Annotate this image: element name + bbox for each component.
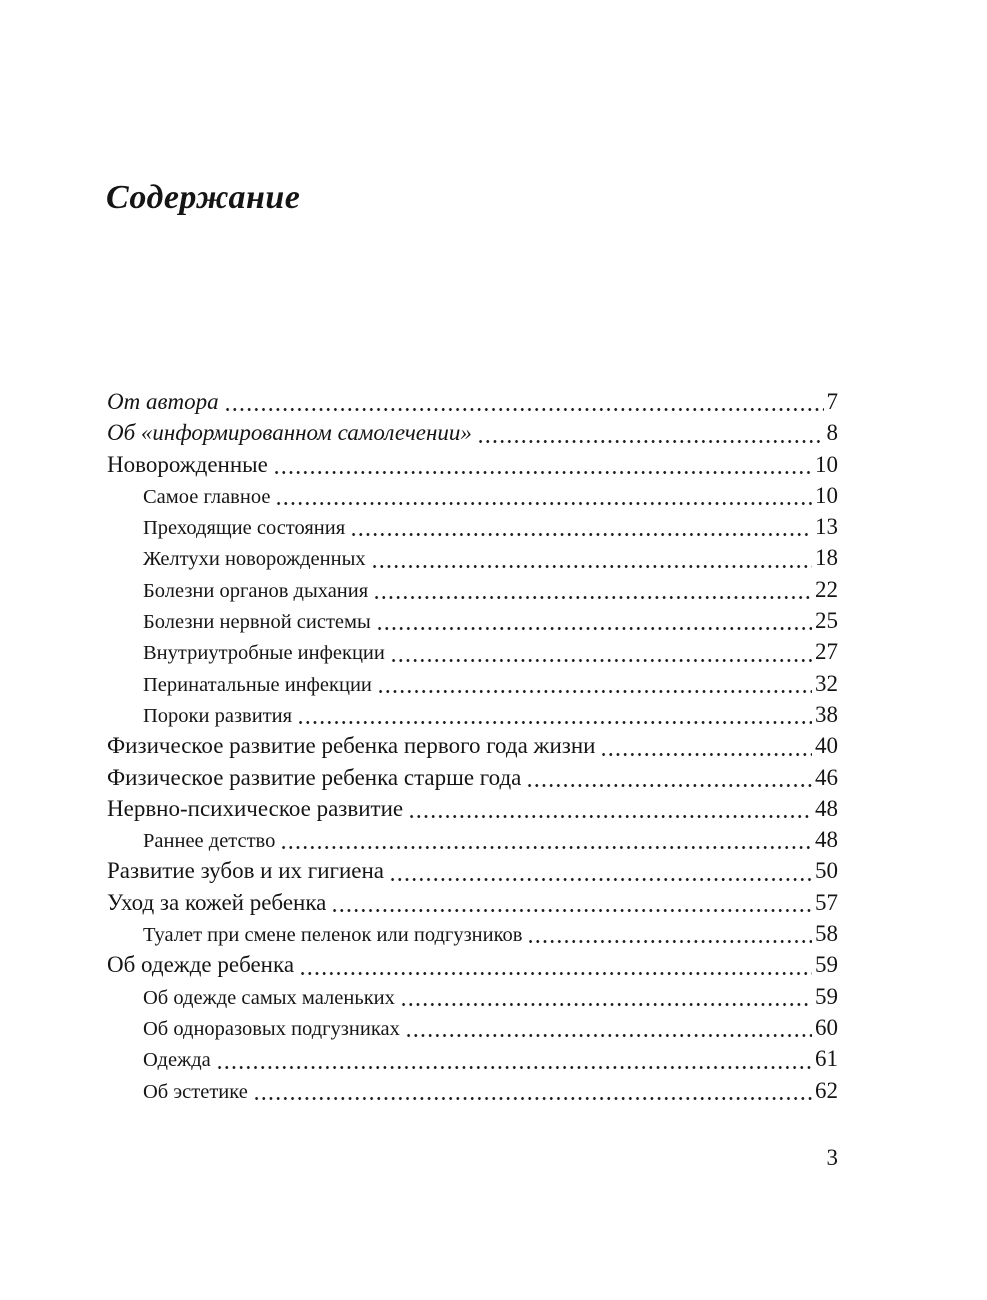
toc-entry: [107, 542, 838, 573]
dot-leader: [216, 1066, 812, 1069]
toc-entry-label: Физическое развитие ребенка первого года жизни: [107, 733, 596, 759]
toc-entry: [107, 605, 838, 636]
toc-entry-page: 62: [815, 1077, 838, 1103]
toc-entry-label: Об одежде ребенка: [107, 952, 295, 978]
toc-entry: [107, 730, 838, 761]
toc-entry: [107, 918, 838, 949]
toc-entry: [107, 855, 838, 886]
toc-entry-page: 22: [815, 576, 838, 602]
dot-leader: [526, 784, 812, 787]
toc-entry: [107, 762, 838, 793]
toc-entry-page: 58: [815, 921, 838, 947]
toc-entry-label: Новорожденные: [107, 451, 268, 477]
toc-entry: [107, 887, 838, 918]
dot-leader: [331, 909, 812, 912]
toc-entry-page: 25: [815, 608, 838, 634]
toc-entry-page: 13: [815, 514, 838, 540]
toc-entry: [107, 449, 838, 480]
dot-leader: [297, 721, 812, 724]
toc-entry: [107, 1043, 838, 1074]
dot-leader: [390, 659, 812, 662]
dot-leader: [280, 846, 812, 849]
toc-entry-label: Уход за кожей ребенка: [107, 889, 327, 915]
toc-entry-label: Преходящие состояния: [143, 517, 346, 540]
toc-entry-page: 7: [826, 389, 838, 414]
toc-entry-label: Нервно-психическое развитие: [107, 795, 404, 821]
toc-entry-label: Развитие зубов и их гигиена: [107, 858, 385, 884]
toc-entry-label: Одежда: [143, 1049, 211, 1072]
dot-leader: [389, 878, 812, 881]
dot-leader: [373, 596, 812, 599]
toc-entry-label: Пороки развития: [143, 704, 293, 727]
toc-entry-page: 10: [815, 482, 838, 508]
toc-entry-page: 50: [815, 858, 838, 884]
toc-entry-page: 57: [815, 889, 838, 915]
toc-entry-page: 48: [815, 827, 838, 853]
table-of-contents: [107, 386, 838, 1106]
dot-leader: [376, 627, 812, 630]
toc-entry: [107, 981, 838, 1012]
toc-entry-page: 27: [815, 639, 838, 665]
toc-entry-label: Перинатальные инфекции: [143, 673, 372, 696]
dot-leader: [600, 753, 812, 756]
toc-entry-page: 32: [815, 670, 838, 696]
toc-entry-page: 59: [815, 952, 838, 978]
toc-entry: [107, 668, 838, 699]
toc-entry: [107, 949, 838, 980]
dot-leader: [371, 565, 812, 568]
toc-entry-label: Физическое развитие ребенка старше года: [107, 764, 522, 790]
toc-entry: [107, 793, 838, 824]
toc-entry: [107, 386, 838, 417]
dot-leader: [400, 1003, 812, 1006]
dot-leader: [350, 533, 812, 536]
toc-entry-label: От автора: [107, 389, 219, 414]
toc-entry-page: 38: [815, 701, 838, 727]
dot-leader: [527, 940, 812, 943]
toc-entry-page: 59: [815, 983, 838, 1009]
toc-entry-page: 46: [815, 764, 838, 790]
toc-entry-page: 18: [815, 545, 838, 571]
page-title: Содержание: [106, 178, 301, 216]
dot-leader: [299, 972, 812, 975]
dot-leader: [377, 690, 812, 693]
page-number: 3: [826, 1145, 838, 1170]
dot-leader: [275, 502, 812, 505]
toc-entry: [107, 574, 838, 605]
toc-entry-label: Об «информированном самолечении»: [107, 420, 472, 446]
toc-entry: [107, 699, 838, 730]
toc-entry-label: Болезни нервной системы: [143, 611, 371, 634]
toc-entry: [107, 824, 838, 855]
toc-entry-page: 40: [815, 733, 838, 759]
toc-entry-page: 60: [815, 1014, 838, 1040]
toc-entry: [107, 480, 838, 511]
toc-entry-label: Желтухи новорожденных: [143, 548, 366, 571]
toc-entry-label: Раннее детство: [143, 830, 276, 853]
dot-leader: [408, 815, 812, 818]
toc-entry: [107, 1012, 838, 1043]
dot-leader: [477, 440, 824, 443]
toc-entry-label: Об одноразовых подгузниках: [143, 1017, 400, 1040]
toc-entry-label: Об эстетике: [143, 1080, 248, 1103]
dot-leader: [273, 471, 812, 474]
dot-leader: [224, 408, 824, 411]
toc-entry-page: 61: [815, 1046, 838, 1072]
toc-entry-label: Внутриутробные инфекции: [143, 642, 385, 665]
dot-leader: [405, 1034, 812, 1037]
dot-leader: [253, 1097, 812, 1100]
toc-entry-label: Болезни органов дыхания: [143, 579, 369, 602]
toc-entry: [107, 511, 838, 542]
toc-entry: [107, 636, 838, 667]
toc-entry-page: 8: [826, 420, 838, 446]
toc-entry-label: Туалет при смене пеленок или подгузников: [143, 924, 523, 947]
toc-entry-label: Об одежде самых маленьких: [143, 986, 395, 1009]
toc-entry-page: 48: [815, 795, 838, 821]
toc-entry-label: Самое главное: [143, 485, 271, 508]
toc-entry: [107, 417, 838, 448]
toc-entry: [107, 1075, 838, 1106]
toc-entry-page: 10: [815, 451, 838, 477]
